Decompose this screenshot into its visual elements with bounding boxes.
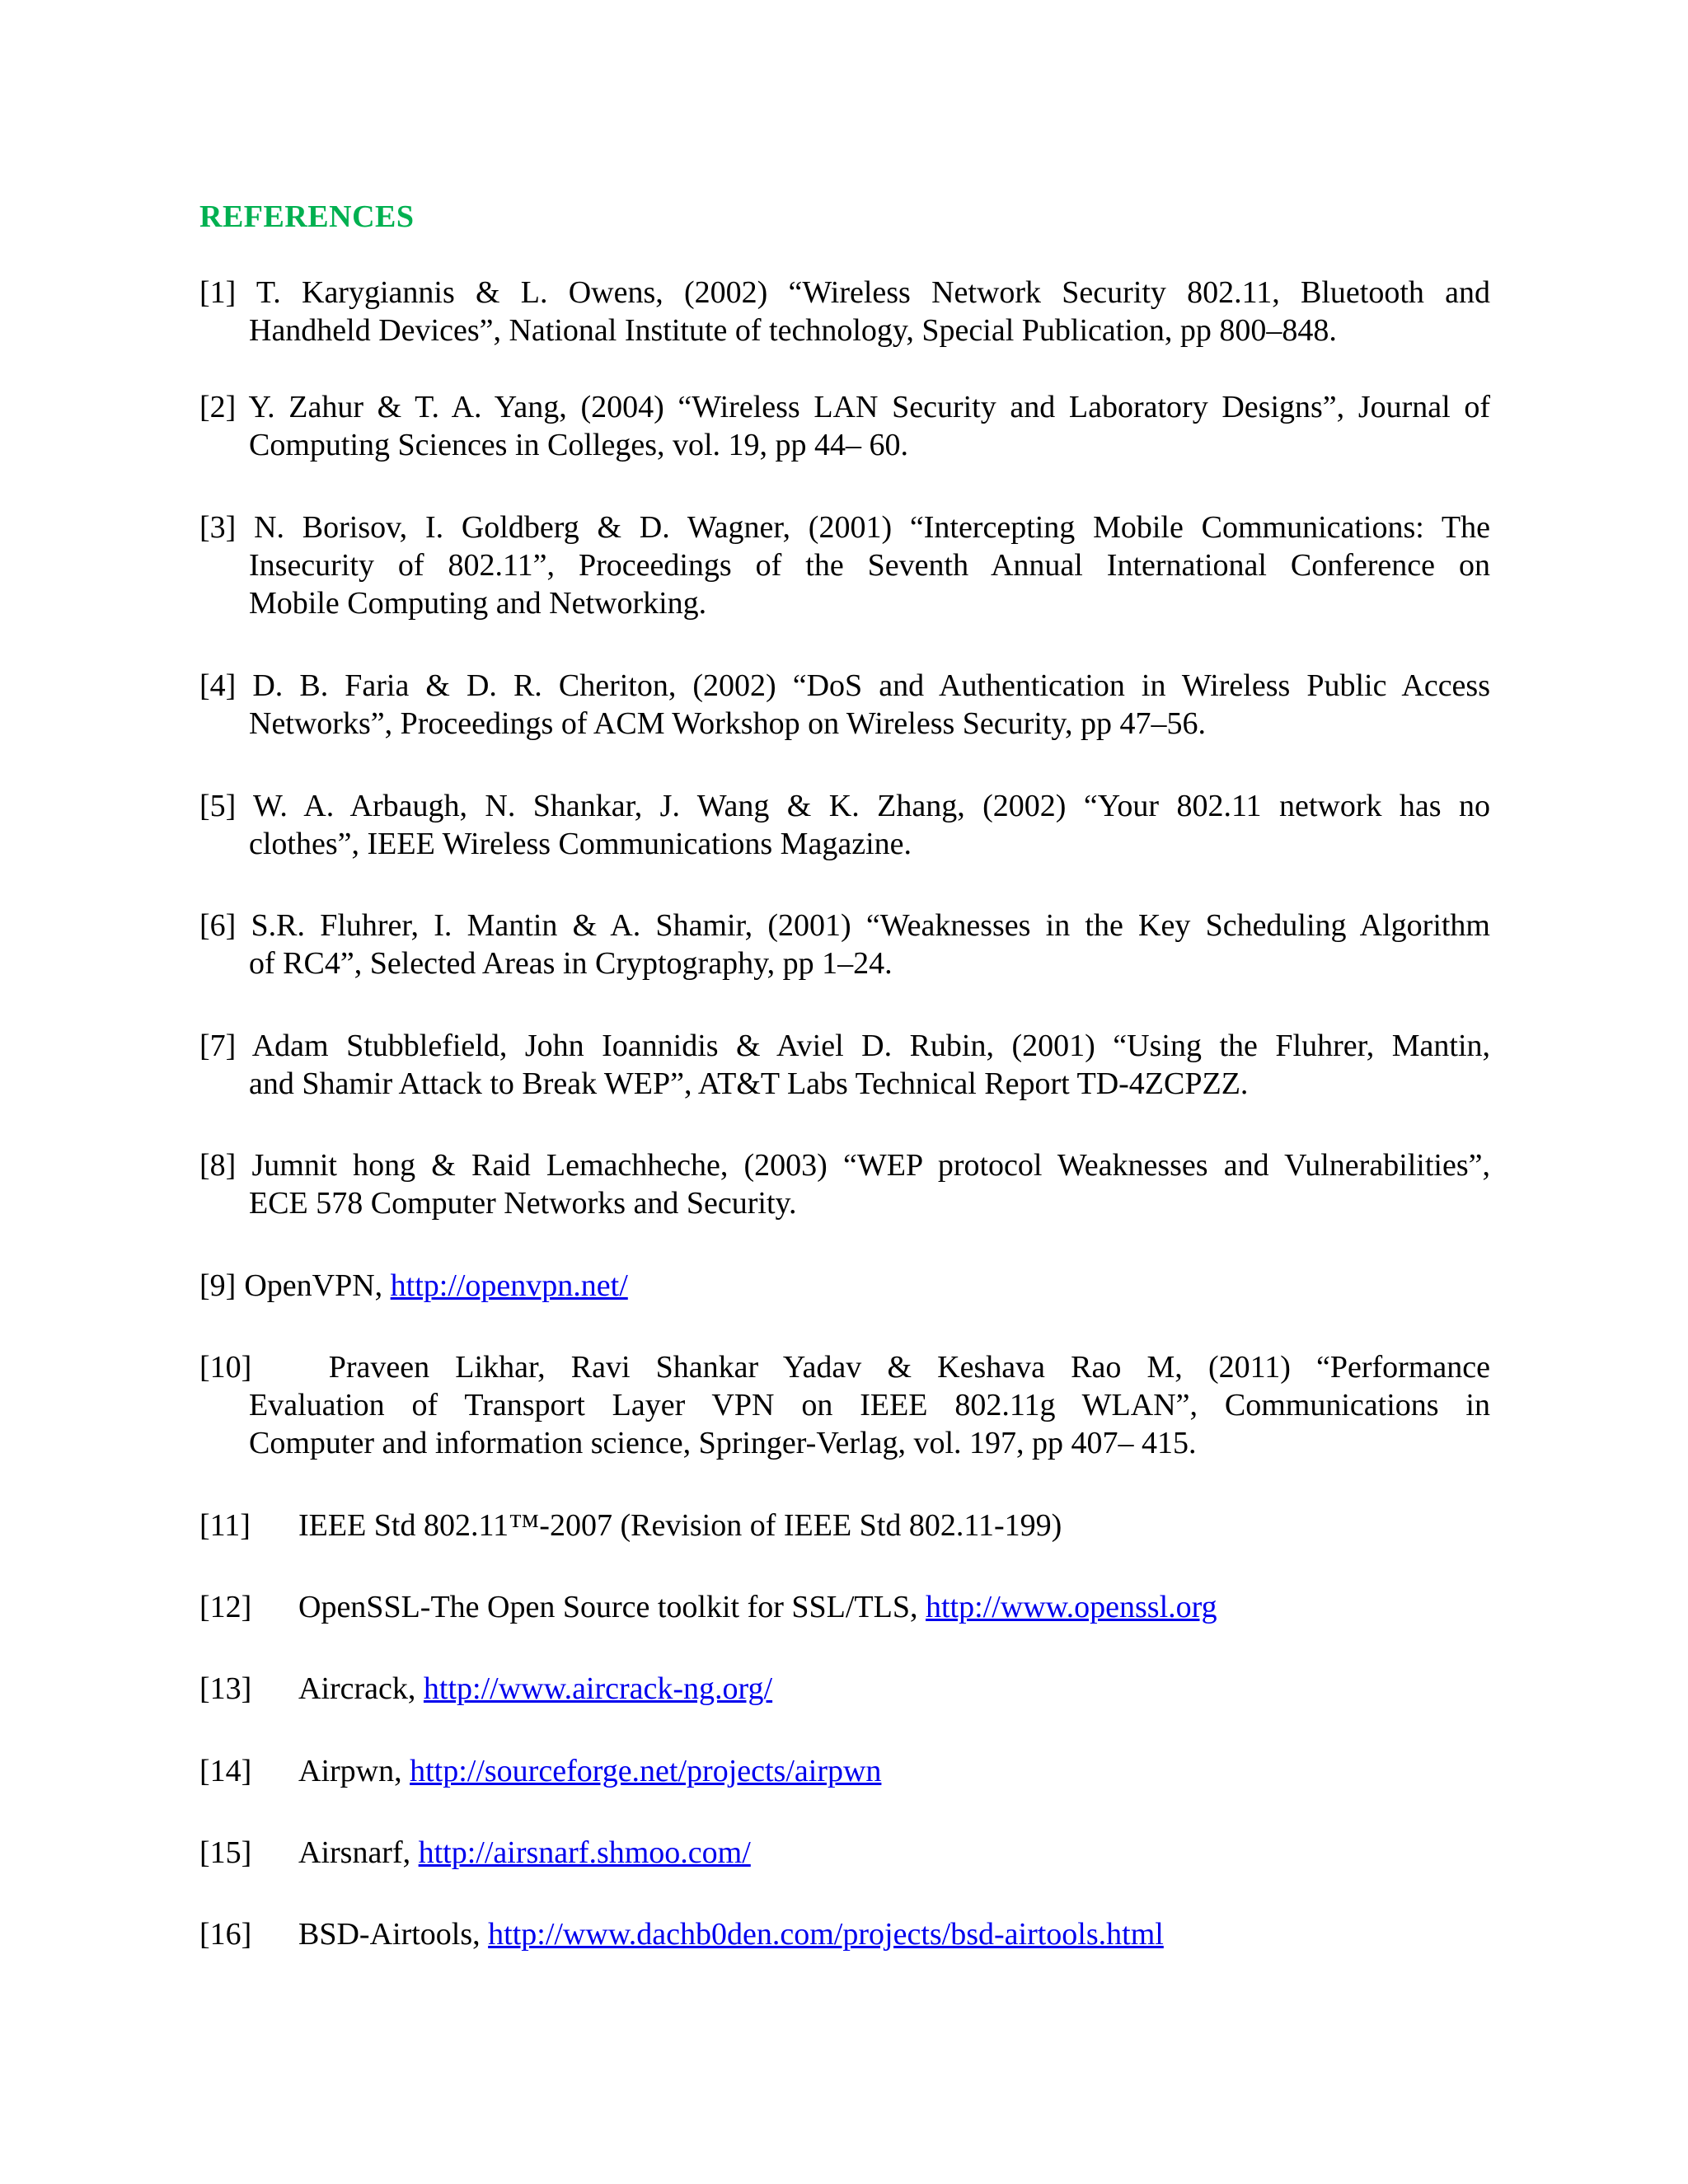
reference-1-line-1: [1] T. Karygiannis & L. Owens, (2002) “Wireless Network Security 802.11, Bluetooth and — [199, 275, 1490, 310]
reference-14-text: Airpwn, — [298, 1754, 410, 1788]
reference-2-line-2: Computing Sciences in Colleges, vol. 19, pp 44– 60. — [249, 428, 909, 462]
reference-4-line-2: Networks”, Proceedings of ACM Workshop on Wireless Security, pp 47–56. — [249, 706, 1206, 741]
reference-7-line-1: [7] Adam Stubblefield, John Ioannidis & Aviel D. Rubin, (2001) “Using the Fluhrer, Mantin, — [199, 1029, 1490, 1063]
reference-15-link[interactable]: http://airsnarf.shmoo.com/ — [418, 1835, 751, 1870]
reference-3-line-2: Insecurity of 802.11”, Proceedings of the Seventh Annual International Conference on — [249, 548, 1490, 583]
reference-1-line-2: Handheld Devices”, National Institute of technology, Special Publication, pp 800–848. — [249, 313, 1337, 348]
reference-8 — [199, 1146, 1490, 1222]
reference-5 — [199, 787, 1490, 863]
reference-16-number: [16] — [199, 1917, 252, 1952]
reference-2-line-1: [2] Y. Zahur & T. A. Yang, (2004) “Wireless LAN Security and Laboratory Designs”, Journal of — [199, 390, 1490, 424]
reference-5-line-1: [5] W. A. Arbaugh, N. Shankar, J. Wang & K. Zhang, (2002) “Your 802.11 network has no — [199, 789, 1490, 823]
reference-9-number: [9] — [199, 1268, 237, 1303]
reference-2 — [199, 388, 1490, 464]
reference-15-text: Airsnarf, — [298, 1835, 419, 1870]
reference-5-line-2: clothes”, IEEE Wireless Communications Magazine. — [249, 827, 912, 861]
reference-4 — [199, 667, 1490, 743]
reference-9 — [199, 1267, 628, 1305]
reference-13-number: [13] — [199, 1671, 252, 1706]
reference-14-link[interactable]: http://sourceforge.net/projects/airpwn — [410, 1754, 882, 1788]
reference-6-line-1: [6] S.R. Fluhrer, I. Mantin & A. Shamir, (2001) “Weaknesses in the Key Scheduling Algorithm — [199, 908, 1490, 943]
reference-12-number: [12] — [199, 1590, 252, 1624]
reference-14 — [199, 1752, 881, 1790]
reference-3 — [199, 509, 1490, 622]
reference-16-link[interactable]: http://www.dachb0den.com/projects/bsd-airtools.html — [488, 1917, 1164, 1952]
reference-7-line-2: and Shamir Attack to Break WEP”, AT&T Labs Technical Report TD-4ZCPZZ. — [249, 1066, 1249, 1101]
reference-6-line-2: of RC4”, Selected Areas in Cryptography, pp 1–24. — [249, 946, 893, 981]
reference-1 — [199, 274, 1490, 349]
reference-11 — [199, 1507, 1062, 1544]
reference-12-text: OpenSSL-The Open Source toolkit for SSL/TLS, — [298, 1590, 926, 1624]
reference-14-number: [14] — [199, 1754, 252, 1788]
reference-13-text: Aircrack, — [298, 1671, 424, 1706]
reference-13-link[interactable]: http://www.aircrack-ng.org/ — [423, 1671, 773, 1706]
reference-3-line-3: Mobile Computing and Networking. — [249, 586, 707, 621]
reference-15 — [199, 1834, 751, 1872]
reference-12 — [199, 1588, 1217, 1626]
reference-11-number: [11] — [199, 1508, 251, 1543]
reference-16 — [199, 1915, 1164, 1953]
reference-10 — [199, 1348, 1490, 1462]
reference-12-link[interactable]: http://www.openssl.org — [925, 1590, 1217, 1624]
reference-13 — [199, 1670, 772, 1708]
reference-16-text: BSD-Airtools, — [298, 1917, 489, 1952]
reference-8-line-2: ECE 578 Computer Networks and Security. — [249, 1186, 797, 1221]
reference-10-line-2: Evaluation of Transport Layer VPN on IEEE 802.11g WLAN”, Communications in — [249, 1388, 1490, 1422]
reference-4-line-1: [4] D. B. Faria & D. R. Cheriton, (2002) “DoS and Authentication in Wireless Public Access — [199, 668, 1490, 703]
reference-3-line-1: [3] N. Borisov, I. Goldberg & D. Wagner, (2001) “Intercepting Mobile Communications: The — [199, 510, 1490, 545]
reference-10-line-3: Computer and information science, Springer-Verlag, vol. 197, pp 407– 415. — [249, 1426, 1197, 1460]
reference-7 — [199, 1027, 1490, 1103]
reference-8-line-1: [8] Jumnit hong & Raid Lemachheche, (2003) “WEP protocol Weaknesses and Vulnerabilities”, — [199, 1148, 1490, 1183]
reference-11-text: IEEE Std 802.11™-2007 (Revision of IEEE Std 802.11-199) — [298, 1508, 1062, 1543]
reference-9-link[interactable]: http://openvpn.net/ — [390, 1268, 628, 1303]
references-heading: REFERENCES — [199, 199, 415, 234]
reference-9-text: OpenVPN, — [244, 1268, 391, 1303]
reference-10-line-1: [10] Praveen Likhar, Ravi Shankar Yadav & Keshava Rao M, (2011) “Performance — [199, 1350, 1490, 1385]
reference-6 — [199, 907, 1490, 982]
reference-15-number: [15] — [199, 1835, 252, 1870]
